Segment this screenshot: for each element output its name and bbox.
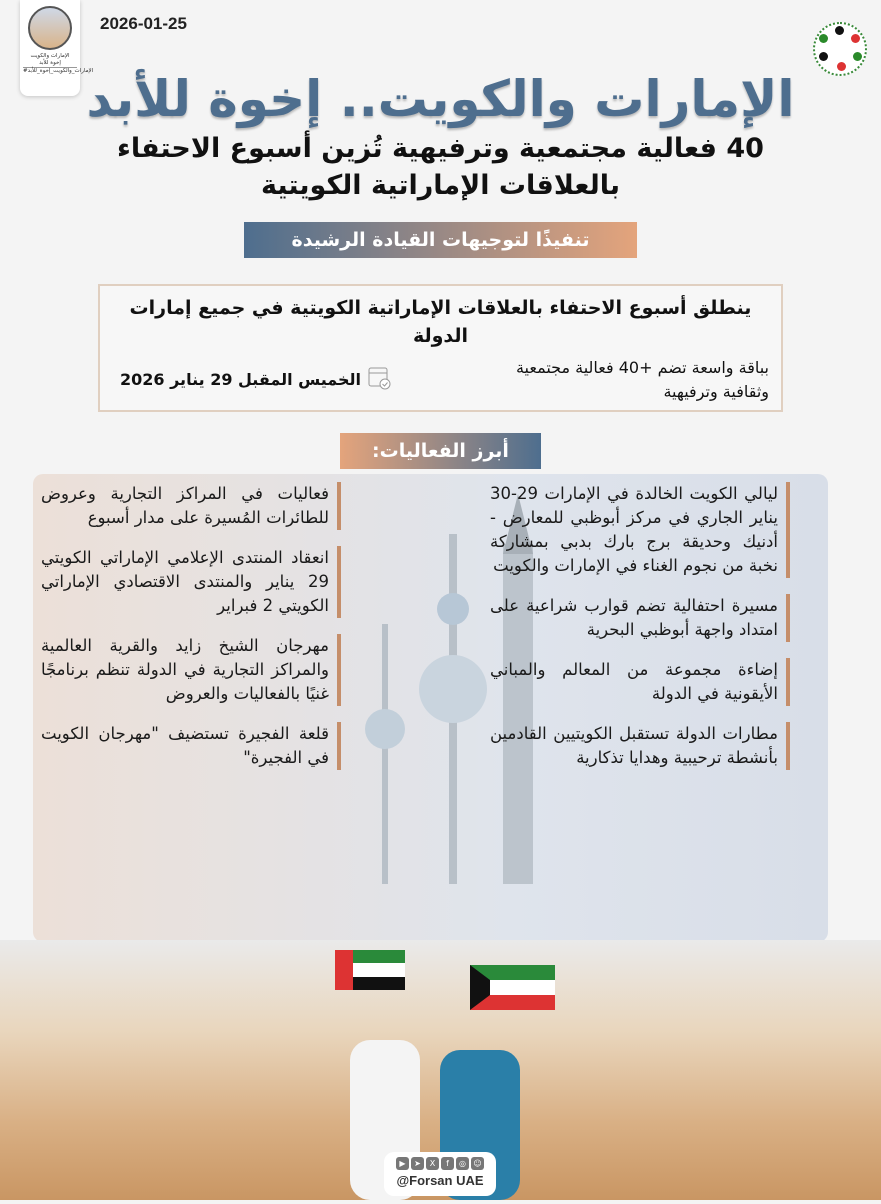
event-item: فعاليات في المراكز التجارية وعروض للطائرات المُسيرة على مدار أسبوع: [41, 482, 341, 530]
facebook-icon[interactable]: f: [441, 1157, 454, 1170]
logo-text: الإمارات والكويت: [30, 53, 70, 59]
events-card: [33, 474, 828, 942]
snapchat-icon[interactable]: ☺: [471, 1157, 484, 1170]
event-item: مطارات الدولة تستقبل الكويتيين القادمين بأنشطة ترحيبية وهدايا تذكارية: [490, 722, 790, 770]
social-handle[interactable]: @Forsan UAE: [396, 1173, 484, 1188]
youtube-icon[interactable]: ▶: [396, 1157, 409, 1170]
package-text: بباقة واسعة تضم +40 فعالية مجتمعية وثقافية وترفيهية: [515, 358, 769, 401]
kuwait-flag-icon: [470, 965, 555, 1010]
x-icon[interactable]: X: [426, 1157, 439, 1170]
event-item: إضاءة مجموعة من المعالم والمباني الأيقونية في الدولة: [490, 658, 790, 706]
uae-flag-icon: [335, 950, 405, 990]
event-item: ليالي الكويت الخالدة في الإمارات 29-30 يناير الجاري في مركز أبوظبي للمعارض - أدنيك وحديقة برج بارك بدبي بمشاركة نخبة من نجوم الغناء في الإمارات والكويت: [490, 482, 790, 578]
instagram-icon[interactable]: ◎: [456, 1157, 469, 1170]
telegram-icon[interactable]: ➤: [411, 1157, 424, 1170]
info-headline: ينطلق أسبوع الاحتفاء بالعلاقات الإماراتية الكويتية في جميع إمارات الدولة: [129, 297, 752, 347]
events-right-column: [490, 482, 790, 786]
event-item: مهرجان الشيخ زايد والقرية العالمية والمراكز التجارية في الدولة تنظم برنامجًا غنيًا بالفعاليات والعروض: [41, 634, 341, 706]
calendar-icon: [367, 364, 391, 394]
directive-banner: تنفيذًا لتوجيهات القيادة الرشيدة: [244, 222, 637, 258]
events-left-column: [41, 482, 341, 786]
page-title: الإمارات والكويت.. إخوة للأبد: [86, 70, 795, 128]
highlights-heading: أبرز الفعاليات:: [340, 433, 541, 469]
publish-date: 2026-01-25: [100, 14, 187, 33]
info-box: [98, 284, 783, 412]
event-item: انعقاد المنتدى الإعلامي الإماراتي الكويتي 29 يناير والمنتدى الاقتصادي الإماراتي الكويتي 2 فبراير: [41, 546, 341, 618]
subtitle: 40 فعالية مجتمعية وترفيهية تُزين أسبوع الاحتفاء بالعلاقات الإماراتية الكويتية: [117, 133, 764, 201]
logo-text-2: إخوة للأبد: [39, 60, 61, 67]
logo-hashtag: #الإمارات_والكويت_إخوة_للأبد: [23, 68, 94, 75]
event-item: مسيرة احتفالية تضم قوارب شراعية على امتداد واجهة أبوظبي البحرية: [490, 594, 790, 642]
start-date-text: الخميس المقبل 29 يناير 2026: [120, 369, 362, 389]
event-item: قلعة الفجيرة تستضيف "مهرجان الكويت في الفجيرة": [41, 722, 341, 770]
organization-logo-icon: [813, 22, 867, 76]
social-handle-badge[interactable]: [384, 1152, 496, 1196]
logo-image: [28, 6, 72, 50]
start-date: [120, 364, 391, 394]
